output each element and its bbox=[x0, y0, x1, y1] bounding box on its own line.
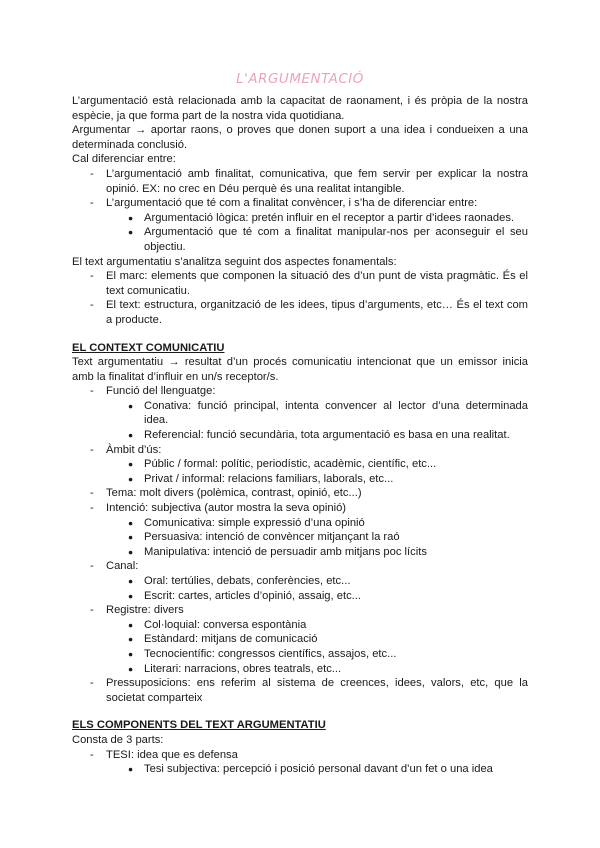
sub-list-item: ● Col·loquial: conversa espontània bbox=[72, 618, 528, 633]
list-item-text: Tema: molt divers (polèmica, contrast, opinió, etc...) bbox=[106, 487, 362, 500]
section-intro: Consta de 3 parts: bbox=[72, 733, 164, 746]
list-item: - L’argumentació amb finalitat, comunicativa, que fem servir per explicar la nostra opinió. EX: no crec en Déu perquè és una realitat intangible. bbox=[72, 167, 528, 196]
differentiate-line: Cal diferenciar entre: bbox=[72, 153, 176, 166]
list-item: - El marc: elements que componen la situació des d’un punt de vista pragmàtic. És el text comunicatiu. bbox=[72, 269, 528, 298]
sub-list-item: ● Literari: narracions, obres teatrals, etc... bbox=[72, 662, 528, 677]
sub-list-item: ● Conativa: funció principal, intenta convencer al lector d’una determinada idea. bbox=[72, 399, 528, 428]
list-item-text: Intenció: subjectiva (autor mostra la seva opinió) bbox=[106, 502, 347, 515]
context-list bbox=[72, 384, 528, 705]
sub-list-item: ● Comunicativa: simple expressió d’una opinió bbox=[72, 516, 528, 531]
list-item bbox=[72, 443, 528, 487]
section-heading-context: EL CONTEXT COMUNICATIU bbox=[72, 341, 225, 354]
definition-paragraph: Argumentar → aportar raons, o proves que donen suport a una idea i condueixen a una determinada conclusió. bbox=[72, 124, 528, 151]
list-item bbox=[72, 559, 528, 603]
sub-list bbox=[72, 399, 528, 443]
list-item: - El text: estructura, organització de les idees, tipus d’arguments, etc… És el text com a producte. bbox=[72, 298, 528, 327]
sub-list-item: ● Referencial: funció secundària, tota argumentació es basa en una realitat. bbox=[72, 428, 528, 443]
sub-list bbox=[72, 211, 528, 255]
list-item-text: Registre: divers bbox=[106, 604, 184, 617]
sub-list bbox=[72, 762, 528, 777]
sub-list-item: ● Públic / formal: polític, periodístic, acadèmic, científic, etc... bbox=[72, 457, 528, 472]
sub-list-item: ● Manipulativa: intenció de persuadir amb mitjans poc lícits bbox=[72, 545, 528, 560]
list-item-text: Funció del llenguatge: bbox=[106, 385, 216, 398]
sub-list bbox=[72, 618, 528, 676]
list-item-text: Canal: bbox=[106, 560, 139, 573]
list-item bbox=[72, 196, 528, 254]
components-list bbox=[72, 748, 528, 777]
differentiate-list bbox=[72, 167, 528, 255]
list-item bbox=[72, 501, 528, 559]
document-page bbox=[72, 72, 528, 777]
sub-list-item: ● Persuasiva: intenció de convèncer mitjançant la raó bbox=[72, 530, 528, 545]
list-item bbox=[72, 748, 528, 777]
page-title: L'ARGUMENTACIÓ bbox=[236, 71, 364, 87]
list-item bbox=[72, 676, 528, 705]
list-item bbox=[72, 603, 528, 676]
sub-list bbox=[72, 574, 528, 603]
list-item-text: Pressuposicions: ens referim al sistema de creences, idees, valors, etc, que la societat comparteix bbox=[106, 677, 528, 704]
sub-list-item: ● Estàndard: mitjans de comunicació bbox=[72, 632, 528, 647]
aspects-list bbox=[72, 269, 528, 327]
sub-list-item: ● Escrit: cartes, articles d’opinió, assaig, etc... bbox=[72, 589, 528, 604]
list-item bbox=[72, 384, 528, 442]
section-heading-components: ELS COMPONENTS DEL TEXT ARGUMENTATIU bbox=[72, 719, 326, 732]
sub-list-item: ● Tesi subjectiva: percepció i posició personal davant d’un fet o una idea bbox=[72, 762, 528, 777]
section-intro: Text argumentatiu → resultat d’un procés comunicatiu intencionat que un emissor inicia amb la finalitat d’influir en un/s receptor/s. bbox=[72, 356, 528, 383]
aspects-line: El text argumentatiu s’analitza seguint dos aspectes fonamentals: bbox=[72, 255, 397, 268]
sub-list-item: ● Privat / informal: relacions familiars, laborals, etc... bbox=[72, 472, 528, 487]
sub-list-item: ● Argumentació que té com a finalitat manipular-nos per aconseguir el seu objectiu. bbox=[72, 225, 528, 254]
list-item bbox=[72, 486, 528, 501]
list-item-text: Àmbit d’ús: bbox=[106, 443, 162, 456]
sub-list-item: ● Oral: tertúlies, debats, conferències, etc... bbox=[72, 574, 528, 589]
sub-list-item: ● Tecnocientífic: congressos científics, assajos, etc... bbox=[72, 647, 528, 662]
sub-list-item: ● Argumentació lògica: pretén influir en el receptor a partir d’idees raonades. bbox=[72, 211, 528, 226]
sub-list bbox=[72, 516, 528, 560]
list-item-text: TESI: idea que es defensa bbox=[106, 748, 238, 761]
intro-paragraph: L’argumentació està relacionada amb la capacitat de raonament, i és pròpia de la nostra espècie, ja que forma part de la nostra vida quotidiana. bbox=[72, 95, 528, 122]
sub-list bbox=[72, 457, 528, 486]
list-item-text: L’argumentació que té com a finalitat convèncer, i s’ha de diferenciar entre: bbox=[106, 197, 478, 210]
